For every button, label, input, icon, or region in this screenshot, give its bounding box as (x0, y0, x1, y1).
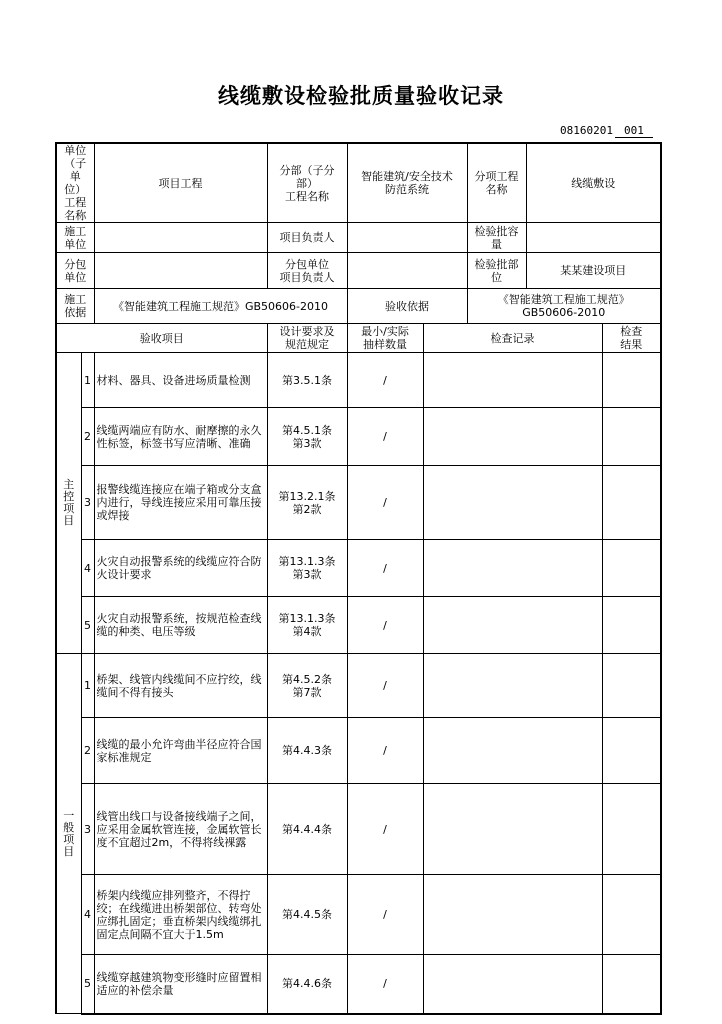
item-text: 线管出线口与设备接线端子之间，应采用金属软管连接，金属软管长度不宜超过2m，不得将线裸露 (94, 784, 267, 875)
item-clause: 第13.2.1条 第2款 (267, 466, 347, 540)
item-text: 桥架、线管内线缆间不应拧绞，线缆间不得有接头 (94, 654, 267, 718)
item-text: 线缆的最小允许弯曲半径应符合国家标准规定 (94, 718, 267, 784)
item-sample[interactable]: / (347, 408, 423, 466)
item-clause: 第4.4.5条 (267, 875, 347, 955)
item-clause: 第4.5.1条 第3款 (267, 408, 347, 466)
subcontractor-value[interactable] (94, 253, 267, 289)
item-text: 桥架内线缆应排列整齐，不得拧绞；在线缆进出桥架部位、转弯处应绑扎固定；垂直桥架内线缆绑扎固定点间隔不宜大于1.5m (94, 875, 267, 955)
item-record[interactable] (423, 353, 602, 408)
item-text: 火灾自动报警系统，按规范检查线缆的种类、电压等级 (94, 597, 267, 654)
item-result[interactable] (602, 955, 661, 1014)
item-clause: 第3.5.1条 (267, 353, 347, 408)
division-label: 分部（子分部） 工程名称 (267, 143, 347, 223)
unit-value[interactable]: 项目工程 (94, 143, 267, 223)
general-item-row (56, 718, 661, 784)
project-lead-label: 项目负责人 (267, 223, 347, 253)
batch-size-label: 检验批容量 (467, 223, 526, 253)
contractor-label: 施工单位 (56, 223, 94, 253)
general-item-row (56, 784, 661, 875)
item-record[interactable] (423, 540, 602, 597)
acceptance-basis-value[interactable]: 《智能建筑工程施工规范》 GB50606-2010 (467, 289, 661, 324)
item-sample[interactable]: / (347, 540, 423, 597)
general-item-row (56, 654, 661, 718)
inspection-table (55, 142, 662, 1015)
item-clause: 第4.4.3条 (267, 718, 347, 784)
main-item-row (56, 353, 661, 408)
col-header-item: 验收项目 (56, 324, 267, 353)
item-record[interactable] (423, 654, 602, 718)
item-result[interactable] (602, 353, 661, 408)
item-result[interactable] (602, 408, 661, 466)
item-record[interactable] (423, 466, 602, 540)
item-record[interactable] (423, 875, 602, 955)
page-title: 线缆敷设检验批质量验收记录 (218, 84, 504, 108)
item-sample[interactable]: / (347, 353, 423, 408)
batch-location-label: 检验批部位 (467, 253, 526, 289)
item-text: 火灾自动报警系统的线缆应符合防火设计要求 (94, 540, 267, 597)
main-item-row (56, 597, 661, 654)
col-header-result: 检查 结果 (602, 324, 661, 353)
item-no: 3 (81, 784, 94, 875)
batch-size-value[interactable] (526, 223, 661, 253)
project-lead-value[interactable] (347, 223, 467, 253)
item-record[interactable] (423, 955, 602, 1014)
basis-label: 施工依据 (56, 289, 94, 324)
item-clause: 第13.1.3条 第3款 (267, 540, 347, 597)
item-sample[interactable]: / (347, 597, 423, 654)
item-no: 2 (81, 718, 94, 784)
item-result[interactable] (602, 654, 661, 718)
item-no: 5 (81, 597, 94, 654)
document-code-prefix: 08160201 (560, 124, 613, 137)
item-clause: 第4.5.2条 第7款 (267, 654, 347, 718)
item-sample[interactable]: / (347, 875, 423, 955)
item-no: 2 (81, 408, 94, 466)
unit-label: 单位（子单位） 工程名称 (56, 143, 94, 223)
general-item-row (56, 875, 661, 955)
col-header-record: 检查记录 (423, 324, 602, 353)
item-result[interactable] (602, 718, 661, 784)
basis-value[interactable]: 《智能建筑工程施工规范》GB50606-2010 (94, 289, 347, 324)
item-text: 材料、器具、设备进场质量检测 (94, 353, 267, 408)
item-no: 4 (81, 540, 94, 597)
item-text: 线缆穿越建筑物变形缝时应留置相适应的补偿余量 (94, 955, 267, 1014)
item-clause: 第13.1.3条 第4款 (267, 597, 347, 654)
acceptance-basis-label: 验收依据 (347, 289, 467, 324)
item-text: 报警线缆连接应在端子箱或分支盒内进行，导线连接应采用可靠压接或焊接 (94, 466, 267, 540)
item-sample[interactable]: / (347, 955, 423, 1014)
sub-lead-label: 分包单位 项目负责人 (267, 253, 347, 289)
division-value[interactable]: 智能建筑/安全技术 防范系统 (347, 143, 467, 223)
item-record[interactable] (423, 718, 602, 784)
item-record[interactable] (423, 784, 602, 875)
general-group-label: 一般项目 (56, 654, 81, 1014)
item-record[interactable] (423, 408, 602, 466)
document-number: 001 (615, 124, 653, 138)
item-no: 3 (81, 466, 94, 540)
contractor-value[interactable] (94, 223, 267, 253)
item-no: 1 (81, 353, 94, 408)
item-sample[interactable]: / (347, 784, 423, 875)
main-group-label: 主控项目 (56, 353, 81, 654)
item-result[interactable] (602, 875, 661, 955)
item-text: 线缆两端应有防水、耐摩擦的永久性标签，标签书写应清晰、准确 (94, 408, 267, 466)
subitem-value[interactable]: 线缆敷设 (526, 143, 661, 223)
main-item-row (56, 408, 661, 466)
item-clause: 第4.4.4条 (267, 784, 347, 875)
item-result[interactable] (602, 597, 661, 654)
item-sample[interactable]: / (347, 466, 423, 540)
main-item-row (56, 466, 661, 540)
col-header-design: 设计要求及 规范规定 (267, 324, 347, 353)
subitem-label: 分项工程名称 (467, 143, 526, 223)
item-no: 4 (81, 875, 94, 955)
sub-lead-value[interactable] (347, 253, 467, 289)
item-result[interactable] (602, 466, 661, 540)
col-header-sample: 最小/实际 抽样数量 (347, 324, 423, 353)
subcontractor-label: 分包单位 (56, 253, 94, 289)
item-clause: 第4.4.6条 (267, 955, 347, 1014)
batch-location-value[interactable]: 某某建设项目 (526, 253, 661, 289)
main-item-row (56, 540, 661, 597)
item-record[interactable] (423, 597, 602, 654)
item-result[interactable] (602, 784, 661, 875)
item-sample[interactable]: / (347, 718, 423, 784)
item-no: 1 (81, 654, 94, 718)
item-result[interactable] (602, 540, 661, 597)
item-sample[interactable]: / (347, 654, 423, 718)
item-no: 5 (81, 955, 94, 1014)
document-code (560, 124, 653, 138)
general-item-row (56, 955, 661, 1014)
